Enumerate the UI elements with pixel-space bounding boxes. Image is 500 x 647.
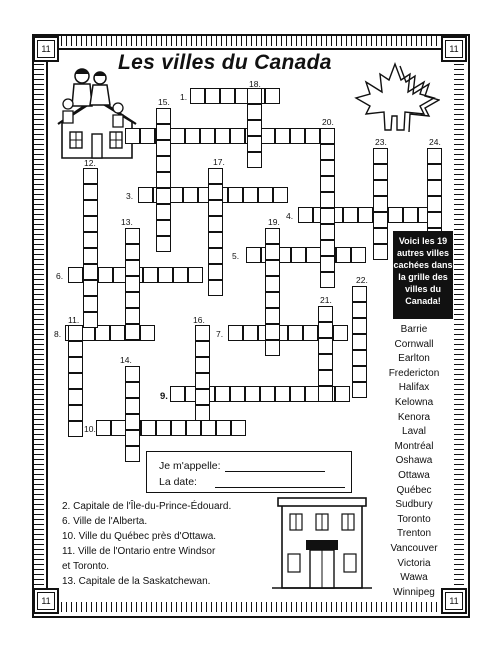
crossword-cell[interactable] <box>170 128 185 144</box>
crossword-cell[interactable] <box>265 88 280 104</box>
clue-number: 22. <box>356 275 368 285</box>
crossword-cell[interactable] <box>125 398 140 414</box>
city-item: Wawa <box>400 572 428 584</box>
clue-number: 11. <box>68 315 80 325</box>
crossword-cell[interactable] <box>125 382 140 398</box>
crossword-cell[interactable] <box>247 136 262 152</box>
crossword-cell[interactable] <box>185 128 200 144</box>
crossword-cell[interactable] <box>265 260 280 276</box>
clue-number: 20. <box>322 117 334 127</box>
crossword-cell[interactable] <box>195 325 210 341</box>
crossword-cell[interactable] <box>265 228 280 244</box>
crossword-cell[interactable] <box>275 128 290 144</box>
city-item: Oshawa <box>395 455 433 467</box>
city-item: Trenton <box>396 528 432 540</box>
crossword-cell[interactable] <box>156 236 171 252</box>
city-item: Laval <box>402 426 426 438</box>
clue-number: 23. <box>375 137 387 147</box>
crossword-cell[interactable] <box>83 248 98 264</box>
crossword-cell[interactable] <box>83 280 98 296</box>
clue-number: 21. <box>320 295 332 305</box>
crossword-cell[interactable] <box>208 168 223 184</box>
crossword-cell[interactable] <box>320 144 335 160</box>
clue-number: 8. <box>54 329 62 339</box>
crossword-cell[interactable] <box>68 389 83 405</box>
crossword-cell[interactable] <box>83 312 98 328</box>
crossword-cell[interactable] <box>141 420 156 436</box>
crossword-cell[interactable] <box>83 296 98 312</box>
clue-number: 5. <box>232 251 240 261</box>
crossword-cell[interactable] <box>83 168 98 184</box>
notice-box: Voici les 19 autres villes cachées dans la grille des villes du Canada! <box>393 231 453 319</box>
crossword-cell[interactable] <box>125 430 140 446</box>
crossword-cell[interactable] <box>247 104 262 120</box>
crossword-cell[interactable] <box>265 308 280 324</box>
city-word-bank <box>374 323 454 600</box>
crossword-cell[interactable] <box>290 128 305 144</box>
crossword-cell[interactable] <box>373 228 388 244</box>
crossword-cell[interactable] <box>318 322 333 338</box>
crossword-cell[interactable] <box>320 128 335 144</box>
crossword-cell[interactable] <box>68 405 83 421</box>
crossword-cell[interactable] <box>352 382 367 398</box>
crossword-cell[interactable] <box>195 341 210 357</box>
crossword-cell[interactable] <box>125 308 140 324</box>
crossword-cell[interactable] <box>288 325 303 341</box>
crossword-cell[interactable] <box>215 128 230 144</box>
crossword-cell[interactable] <box>195 373 210 389</box>
crossword-cell[interactable] <box>320 256 335 272</box>
crossword-cell[interactable] <box>190 88 205 104</box>
crossword-cell[interactable] <box>208 184 223 200</box>
crossword-cell[interactable] <box>336 247 351 263</box>
clue-number: 4. <box>286 211 294 221</box>
crossword-cell[interactable] <box>320 240 335 256</box>
crossword-cell[interactable] <box>195 357 210 373</box>
city-item: Victoria <box>397 557 431 569</box>
crossword-cell[interactable] <box>318 338 333 354</box>
crossword-cell[interactable] <box>320 208 335 224</box>
crossword-cell[interactable] <box>110 325 125 341</box>
crossword-cell[interactable] <box>258 187 273 203</box>
crossword-cell[interactable] <box>373 196 388 212</box>
crossword-cell[interactable] <box>156 204 171 220</box>
clue-list <box>62 499 272 589</box>
crossword-cell[interactable] <box>171 420 186 436</box>
crossword-cell[interactable] <box>265 340 280 356</box>
crossword-cell[interactable] <box>83 216 98 232</box>
crossword-cell[interactable] <box>125 292 140 308</box>
crossword-cell[interactable] <box>245 386 260 402</box>
date-field[interactable] <box>215 477 345 488</box>
crossword-cell[interactable] <box>188 267 203 283</box>
crossword-cell[interactable] <box>138 187 153 203</box>
crossword-cell[interactable] <box>173 267 188 283</box>
clue-item: 10. Ville du Québec près d'Ottawa. <box>62 531 217 542</box>
crossword-cell[interactable] <box>83 232 98 248</box>
crossword-cell[interactable] <box>318 306 333 322</box>
clue-number: 17. <box>213 157 225 167</box>
crossword-cell[interactable] <box>195 389 210 405</box>
crossword-cell[interactable] <box>306 247 321 263</box>
clue-number: 16. <box>193 315 205 325</box>
crossword-cell[interactable] <box>373 180 388 196</box>
crossword-cell[interactable] <box>291 247 306 263</box>
crossword-cell[interactable] <box>68 373 83 389</box>
crossword-cell[interactable] <box>343 207 358 223</box>
crossword-cell[interactable] <box>156 172 171 188</box>
crossword-cell[interactable] <box>125 128 140 144</box>
crossword-cell[interactable] <box>351 247 366 263</box>
crossword-cell[interactable] <box>320 272 335 288</box>
crossword-cell[interactable] <box>96 420 111 436</box>
clue-item: 13. Capitale de la Saskatchewan. <box>62 576 211 587</box>
crossword-cell[interactable] <box>156 108 171 124</box>
crossword-cell[interactable] <box>298 207 313 223</box>
crossword-cell[interactable] <box>125 324 140 340</box>
crossword-cell[interactable] <box>208 280 223 296</box>
crossword-cell[interactable] <box>320 224 335 240</box>
clue-number: 3. <box>126 191 134 201</box>
crossword-cell[interactable] <box>231 420 246 436</box>
crossword-cell[interactable] <box>208 232 223 248</box>
crossword-cell[interactable] <box>352 302 367 318</box>
page-number-top-right: 11 <box>441 36 467 62</box>
city-item: Sudbury <box>395 499 433 511</box>
crossword-cell[interactable] <box>68 325 83 341</box>
crossword-cell[interactable] <box>318 370 333 386</box>
crossword-cell[interactable] <box>352 318 367 334</box>
crossword-cell[interactable] <box>156 420 171 436</box>
crossword-cell[interactable] <box>156 188 171 204</box>
city-item: Toronto <box>397 513 431 525</box>
city-item: Montréal <box>394 440 434 452</box>
crossword-cell[interactable] <box>208 248 223 264</box>
crossword-cell[interactable] <box>290 386 305 402</box>
crossword-cell[interactable] <box>265 244 280 260</box>
crossword-cell[interactable] <box>68 267 83 283</box>
clue-number: 1. <box>180 92 188 102</box>
crossword-cell[interactable] <box>170 386 185 402</box>
crossword-cell[interactable] <box>352 334 367 350</box>
crossword-cell[interactable] <box>156 220 171 236</box>
crossword-cell[interactable] <box>83 200 98 216</box>
city-item: Earlton <box>398 353 430 365</box>
crossword-cell[interactable] <box>247 88 262 104</box>
crossword-cell[interactable] <box>230 386 245 402</box>
crossword-cell[interactable] <box>265 324 280 340</box>
crossword-cell[interactable] <box>388 207 403 223</box>
city-item: Halifax <box>398 382 430 394</box>
crossword-cell[interactable] <box>125 260 140 276</box>
crossword-cell[interactable] <box>156 140 171 156</box>
clue-number: 13. <box>121 217 133 227</box>
crossword-cell[interactable] <box>220 88 235 104</box>
crossword-cell[interactable] <box>427 164 442 180</box>
crossword-cell[interactable] <box>373 164 388 180</box>
crossword-cell[interactable] <box>140 325 155 341</box>
crossword-cell[interactable] <box>125 366 140 382</box>
crossword-cell[interactable] <box>373 212 388 228</box>
name-label: Je m'appelle: <box>159 460 221 472</box>
crossword-cell[interactable] <box>205 88 220 104</box>
page-number-top-left: 11 <box>33 36 59 62</box>
crossword-cell[interactable] <box>303 325 318 341</box>
crossword-cell[interactable] <box>260 386 275 402</box>
crossword-cell[interactable] <box>208 264 223 280</box>
clue-number: 18. <box>249 79 261 89</box>
city-item: Ottawa <box>398 469 430 481</box>
crossword-cell[interactable] <box>358 207 373 223</box>
crossword-cell[interactable] <box>427 180 442 196</box>
clue-number: 6. <box>56 271 64 281</box>
crossword-cell[interactable] <box>275 386 290 402</box>
crossword-cell[interactable] <box>230 128 245 144</box>
crossword-cell[interactable] <box>83 264 98 280</box>
crossword-cell[interactable] <box>208 200 223 216</box>
crossword-cell[interactable] <box>403 207 418 223</box>
crossword-cell[interactable] <box>352 286 367 302</box>
crossword-cell[interactable] <box>247 120 262 136</box>
clue-item: 11. Ville de l'Ontario entre Windsor <box>62 546 216 557</box>
crossword-cell[interactable] <box>247 152 262 168</box>
crossword-cell[interactable] <box>186 420 201 436</box>
crossword-cell[interactable] <box>320 192 335 208</box>
crossword-cell[interactable] <box>68 341 83 357</box>
clue-number: 15. <box>158 97 170 107</box>
name-date-box <box>146 451 352 493</box>
clue-number: 7. <box>216 329 224 339</box>
crossword-cell[interactable] <box>373 148 388 164</box>
crossword-cell[interactable] <box>273 187 288 203</box>
clue-item: 6. Ville de l'Alberta. <box>62 516 148 527</box>
clue-number: 12. <box>84 158 96 168</box>
clue-number: 10. <box>84 424 96 434</box>
crossword-cell[interactable] <box>125 244 140 260</box>
clue-number: 19. <box>268 217 280 227</box>
crossword-cell[interactable] <box>200 128 215 144</box>
crossword-cell[interactable] <box>305 128 320 144</box>
crossword-cell[interactable] <box>143 267 158 283</box>
page-number-bottom-right: 11 <box>441 588 467 614</box>
crossword-cell[interactable] <box>68 357 83 373</box>
crossword-cell[interactable] <box>156 124 171 140</box>
crossword-cell[interactable] <box>125 228 140 244</box>
page-title: Les villes du Canada <box>118 51 332 74</box>
crossword-cell[interactable] <box>125 446 140 462</box>
crossword-cell[interactable] <box>352 366 367 382</box>
crossword-cell[interactable] <box>265 292 280 308</box>
clue-number: 24. <box>429 137 441 147</box>
city-item: Vancouver <box>390 542 438 554</box>
city-item: Québec <box>396 484 432 496</box>
crossword-cell[interactable] <box>260 128 275 144</box>
crossword-cell[interactable] <box>216 420 231 436</box>
name-field[interactable] <box>225 461 325 472</box>
crossword-cell[interactable] <box>352 350 367 366</box>
crossword-cell[interactable] <box>140 128 155 144</box>
city-item: Barrie <box>400 324 428 335</box>
crossword-cell[interactable] <box>158 267 173 283</box>
crossword-cell[interactable] <box>427 148 442 164</box>
clue-item: 2. Capitale de l'Île-du-Prince-Édouard. <box>62 501 232 512</box>
crossword-cell[interactable] <box>201 420 216 436</box>
crossword-cell[interactable] <box>215 386 230 402</box>
crossword-cell[interactable] <box>320 176 335 192</box>
crossword-cell[interactable] <box>318 354 333 370</box>
crossword-cell[interactable] <box>111 420 126 436</box>
clue-item: et Toronto. <box>62 561 110 572</box>
crossword-cell[interactable] <box>183 187 198 203</box>
crossword-cell[interactable] <box>208 216 223 232</box>
crossword-cell[interactable] <box>228 325 243 341</box>
date-label: La date: <box>159 476 197 488</box>
clue-number: 9. <box>160 391 168 402</box>
crossword-cell[interactable] <box>125 414 140 430</box>
city-item: Fredericton <box>388 367 440 379</box>
page-number-bottom-left: 11 <box>33 588 59 614</box>
crossword-cell[interactable] <box>98 267 113 283</box>
crossword-cell[interactable] <box>156 156 171 172</box>
city-item: Cornwall <box>394 338 434 350</box>
crossword-cell[interactable] <box>427 196 442 212</box>
crossword-cell[interactable] <box>195 405 210 421</box>
crossword-cell[interactable] <box>318 386 333 402</box>
crossword-cell[interactable] <box>427 212 442 228</box>
crossword-cell[interactable] <box>243 325 258 341</box>
crossword-cell[interactable] <box>333 325 348 341</box>
date-row <box>159 476 345 488</box>
crossword-cell[interactable] <box>243 187 258 203</box>
crossword-cell[interactable] <box>83 184 98 200</box>
clue-number: 14. <box>120 355 132 365</box>
crossword-cell[interactable] <box>246 247 261 263</box>
city-item: Kenora <box>397 411 431 423</box>
crossword-cell[interactable] <box>335 386 350 402</box>
name-row <box>159 460 325 472</box>
crossword-cell[interactable] <box>228 187 243 203</box>
crossword-cell[interactable] <box>320 160 335 176</box>
crossword-cell[interactable] <box>68 421 83 437</box>
city-item: Kelowna <box>394 396 434 408</box>
crossword-cell[interactable] <box>125 276 140 292</box>
crossword-cell[interactable] <box>373 244 388 260</box>
city-item: Winnipeg <box>393 586 435 598</box>
crossword-cell[interactable] <box>265 276 280 292</box>
